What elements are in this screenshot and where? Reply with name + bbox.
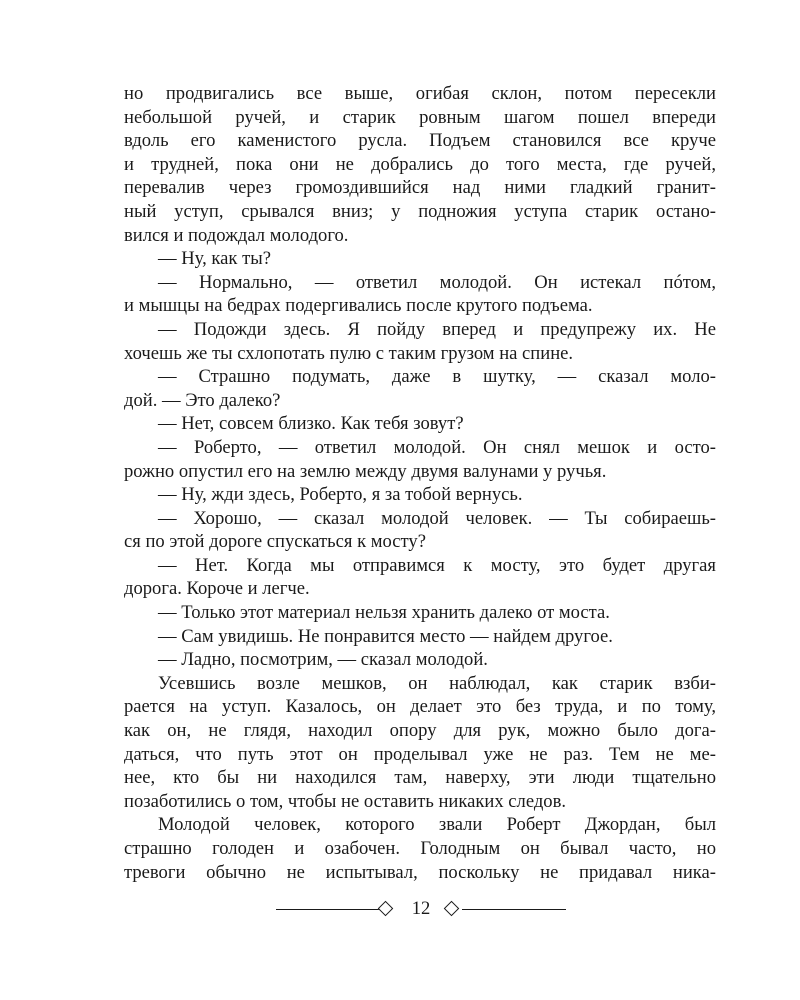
text-line: — Ну, как ты? — [158, 248, 271, 270]
text-line: дорога. Короче и легче. — [124, 578, 310, 600]
text-line: — Подожди здесь. Я пойду вперед и предупрежу их. Не — [158, 318, 716, 340]
text-line: как он, не глядя, находил опору для рук, можно было дога- — [124, 720, 716, 742]
text-line: — Нормально, — ответил молодой. Он истекал пóтом, — [158, 271, 716, 293]
text-line: — Роберто, — ответил молодой. Он снял мешок и осто- — [158, 436, 716, 458]
text-line: дой. — Это далеко? — [124, 389, 281, 411]
text-line: — Нет, совсем близко. Как тебя зовут? — [158, 413, 464, 435]
text-line: — Нет. Когда мы отправимся к мосту, это будет другая — [158, 554, 716, 576]
text-line: ный уступ, срывался вниз; у подножия уступа старик остано- — [124, 200, 716, 222]
page-footer — [276, 898, 566, 920]
text-line: вился и подождал молодого. — [124, 224, 349, 246]
text-line: вдоль его каменистого русла. Подъем становился все круче — [124, 130, 716, 152]
body-text — [124, 82, 716, 884]
text-line: — Сам увидишь. Не понравится место — найдем другое. — [158, 625, 613, 647]
diamond-ornament-icon — [378, 901, 394, 917]
text-line: и мышцы на бедрах подергивались после крутого подъема. — [124, 295, 593, 317]
text-line: рается на уступ. Казалось, он делает это без труда, и по тому, — [124, 696, 716, 718]
text-line: нее, кто бы ни находился там, наверху, эти люди тщательно — [124, 767, 716, 789]
text-line: и трудней, пока они не добрались до того места, где ручей, — [124, 153, 716, 175]
text-line: небольшой ручей, и старик ровным шагом пошел впереди — [124, 106, 716, 128]
text-line: но продвигались все выше, огибая склон, потом пересекли — [124, 83, 716, 104]
text-line: — Страшно подумать, даже в шутку, — сказал моло- — [158, 366, 716, 388]
text-line: — Ну, жди здесь, Роберто, я за тобой вернусь. — [158, 484, 523, 506]
text-line: ся по этой дороге спускаться к мосту? — [124, 531, 426, 553]
text-line: хочешь же ты схлопотать пулю с таким грузом на спине. — [124, 342, 574, 364]
text-line: позаботились о том, чтобы не оставить никаких следов. — [124, 790, 567, 812]
text-line: рожно опустил его на землю между двумя валунами у ручья. — [124, 460, 607, 482]
text-line: — Только этот материал нельзя хранить далеко от моста. — [158, 602, 610, 624]
text-line: — Хорошо, — сказал молодой человек. — Ты собираешь- — [158, 507, 716, 529]
text-line: даться, что путь этот он проделывал уже не раз. Тем не ме- — [124, 743, 716, 765]
footer-rule-left — [276, 909, 380, 910]
text-line: Молодой человек, которого звали Роберт Джордан, был — [158, 814, 716, 836]
text-line: страшно голоден и озабочен. Голодным он бывал часто, но — [124, 838, 716, 859]
diamond-ornament-icon — [444, 901, 460, 917]
text-line: — Ладно, посмотрим, — сказал молодой. — [158, 649, 488, 671]
footer-rule-right — [462, 909, 566, 910]
text-line: Усевшись возле мешков, он наблюдал, как старик взби- — [158, 672, 716, 694]
text-line: тревоги обычно не испытывал, поскольку не придавал ника- — [124, 861, 716, 883]
page-number: 12 — [411, 898, 431, 919]
text-line: перевалив через громоздившийся над ними гладкий гранит- — [124, 177, 716, 199]
